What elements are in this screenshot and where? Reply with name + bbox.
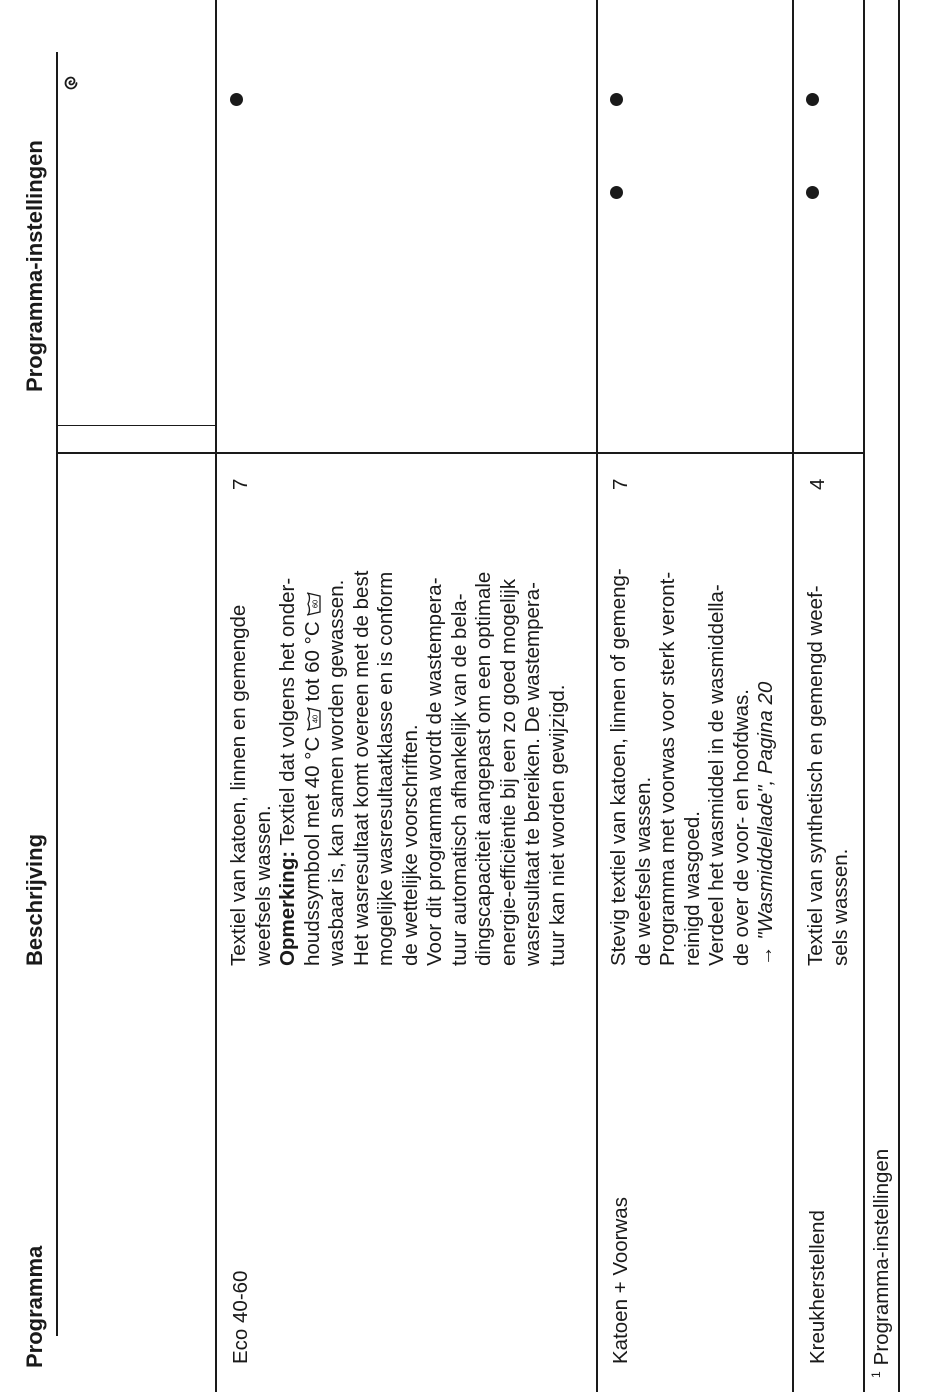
arrow-right-icon: →	[754, 939, 777, 966]
note-line: tuur automatisch afhankelijk van de bela-	[447, 593, 471, 966]
spin-icon	[62, 74, 80, 92]
load-eco-40-60: 7	[229, 478, 252, 490]
header-rule	[215, 0, 217, 1392]
setting-dot	[230, 93, 243, 106]
setting-dot	[806, 93, 819, 106]
desc-line: de weefsels wassen.	[631, 776, 655, 966]
care-60-wash-icon	[305, 592, 321, 616]
desc-line: de over de voor- en hoofdwas.	[729, 689, 753, 966]
note-line	[276, 571, 301, 966]
note-line	[301, 571, 326, 966]
note-line: tuur kan niet worden gewijzigd.	[545, 684, 569, 966]
care-40-label: 40	[310, 714, 319, 724]
column-divider	[56, 452, 863, 454]
settings-subheader-divider	[56, 425, 215, 426]
setting-dot	[806, 186, 819, 199]
cross-reference	[754, 568, 779, 966]
column-header-settings: Programma-instellingen	[22, 140, 47, 392]
note-line: wasbaar is, kan samen worden gewassen.	[325, 579, 348, 966]
description-eco-40-60	[227, 571, 570, 966]
note-text: tot 60 °C	[300, 615, 324, 708]
desc-line: weefsels wassen.	[251, 805, 275, 966]
column-header-description: Beschrijving	[22, 833, 47, 966]
footnote-marker: 1	[869, 1371, 883, 1378]
note-line: wasresultaat te bereiken. De wastempera-	[521, 582, 544, 966]
load-kreukherstellend: 4	[806, 478, 829, 490]
row-rule-2	[792, 0, 794, 1392]
page-reference-link[interactable]: "Wasmiddellade", Pagina 20	[754, 681, 777, 940]
desc-line: Textiel van synthetisch en gemengd weef-	[804, 585, 827, 966]
note-line: dingscapaciteit aangepast om een optimale	[472, 571, 495, 966]
program-name-eco-40-60: Eco 40-60	[229, 1270, 252, 1364]
footnote-rule	[898, 0, 900, 1392]
column-header-program: Programma	[22, 1245, 47, 1368]
footnote	[869, 1149, 894, 1378]
table-top-rule	[56, 52, 58, 1336]
care-60-label: 60	[310, 599, 319, 608]
row-rule-1	[596, 0, 598, 1392]
note-text: Textiel dat volgens het onder-	[276, 577, 299, 851]
note-line: energie-efficiëntie bij een zo goed mogelijk	[496, 578, 520, 966]
program-name-katoen-voorwas: Katoen + Voorwas	[609, 1197, 632, 1364]
desc-line: sels wassen.	[828, 848, 852, 966]
footnote-text: Programma-instellingen	[869, 1148, 893, 1366]
desc-line: Verdeel het wasmiddel in de wasmiddella-	[705, 584, 728, 966]
description-katoen-voorwas	[607, 568, 779, 966]
description-kreukherstellend	[804, 585, 853, 966]
desc-line: reinigd wasgoed.	[680, 811, 704, 966]
load-katoen-voorwas: 7	[609, 478, 632, 490]
table-bottom-rule	[863, 0, 865, 1392]
note-line: de wettelijke voorschriften.	[398, 724, 422, 966]
desc-line: Programma met voorwas voor sterk veront-	[656, 571, 679, 966]
desc-line: Textiel van katoen, linnen en gemengde	[227, 604, 250, 966]
note-line: Voor dit programma wordt de wastempera-	[423, 577, 446, 966]
desc-line: Stevig textiel van katoen, linnen of gemeng-	[607, 568, 630, 966]
note-text: houdssymbool met 40 °C	[300, 731, 324, 966]
program-name-kreukherstellend: Kreukherstellend	[806, 1210, 829, 1364]
setting-dot	[610, 93, 623, 106]
note-label: Opmerking:	[276, 850, 299, 966]
care-40-wash-icon	[305, 707, 321, 731]
note-line: mogelijke wasresultaatklasse en is conform	[374, 571, 397, 966]
note-line: Het wasresultaat komt overeen met de best	[349, 570, 373, 966]
setting-dot	[610, 186, 623, 199]
